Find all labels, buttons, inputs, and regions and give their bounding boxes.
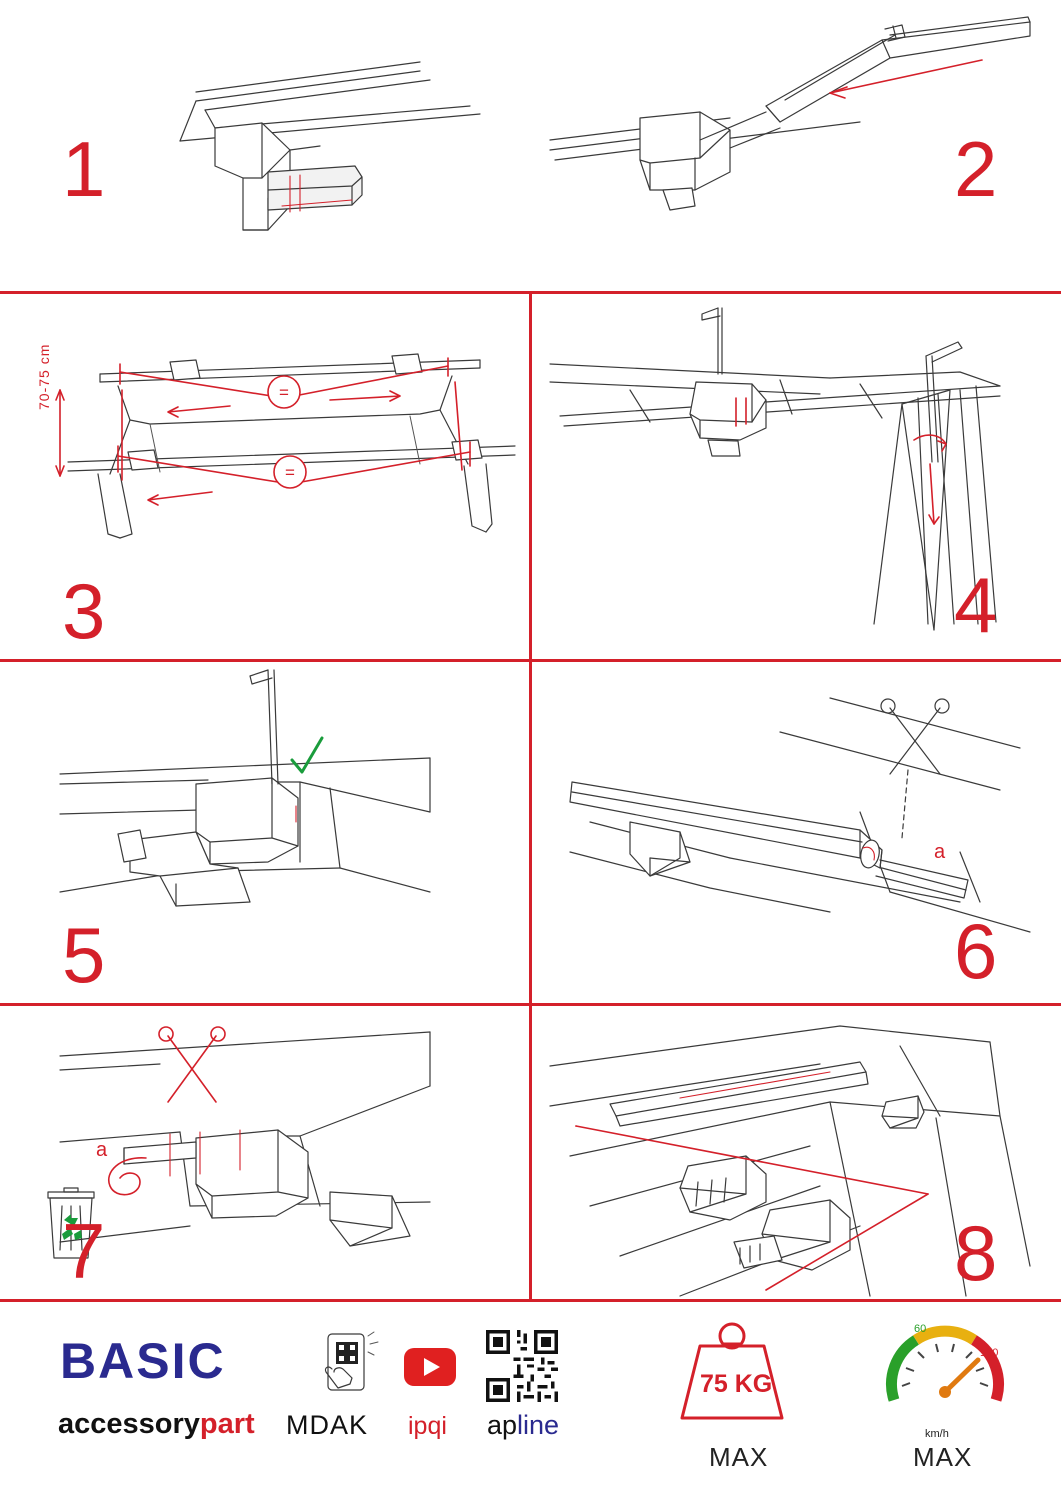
svg-text:=: = [285, 463, 295, 482]
logo-ipqi: ipqi [408, 1412, 447, 1440]
panel-step-4 [530, 294, 1061, 659]
panel-step-2 [530, 0, 1061, 291]
step-number-3: 3 [62, 567, 106, 655]
brand-basic-logo: BASIC [60, 1333, 226, 1389]
step-number-2: 2 [954, 125, 998, 213]
panel-step-3 [0, 294, 529, 659]
svg-text:60: 60 [914, 1323, 927, 1335]
svg-text:120: 120 [980, 1347, 999, 1359]
logo-mdak: MDAK [286, 1410, 369, 1440]
svg-text:=: = [279, 383, 289, 402]
panel-step-8 [530, 1006, 1061, 1299]
max-speed-icon [880, 1314, 1010, 1426]
phone-scan-icon [310, 1328, 386, 1404]
step-number-5: 5 [62, 911, 106, 999]
panel-step-1 [0, 0, 529, 291]
logo-apline-line: line [517, 1410, 560, 1440]
footer-branding [0, 1300, 1061, 1500]
step-number-8: 8 [954, 1209, 998, 1297]
panel-step-6 [530, 662, 1061, 1003]
step-number-1: 1 [62, 125, 106, 213]
qr-code[interactable] [486, 1330, 558, 1402]
max-load-value: 75 KG [700, 1370, 773, 1398]
step-number-7: 7 [62, 1207, 106, 1295]
label-a-step7: a [96, 1139, 108, 1161]
step-number-6: 6 [954, 907, 998, 995]
brand-accessorypart-logo [58, 1408, 255, 1441]
logo-apline [487, 1410, 559, 1441]
panel-step-7 [0, 1006, 529, 1299]
brand-part-word: part [199, 1408, 255, 1440]
youtube-icon[interactable] [404, 1348, 456, 1386]
logo-apline-ap: ap [487, 1410, 518, 1440]
panel-step-5 [0, 662, 529, 1003]
max-speed-label: MAX [913, 1442, 973, 1472]
label-a-step6: a [934, 841, 946, 863]
max-load-label: MAX [709, 1442, 769, 1472]
spacing-dimension-label: 70-75 cm [36, 343, 52, 410]
step-number-4: 4 [954, 561, 998, 649]
speed-unit-label: km/h [925, 1428, 949, 1440]
brand-accessory-word: accessory [58, 1408, 200, 1440]
